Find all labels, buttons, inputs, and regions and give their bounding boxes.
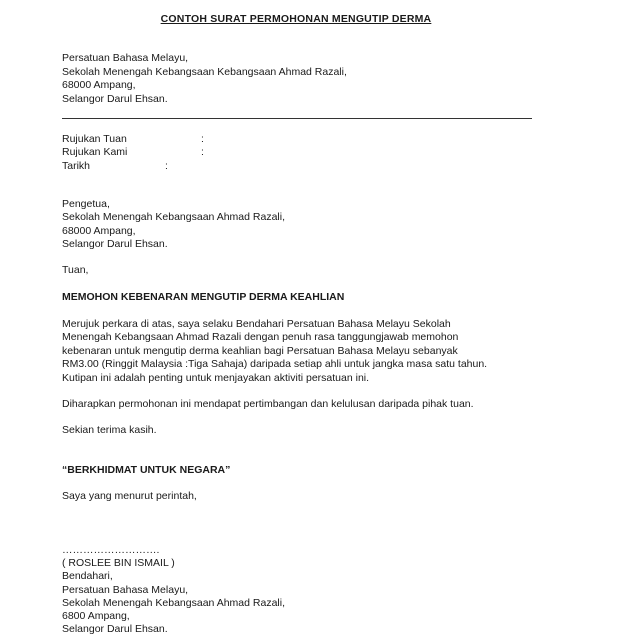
sender-line: Sekolah Menengah Kebangsaan Kebangsaan Ahmad Razali, (62, 66, 347, 78)
ref-label-rujukan-tuan: Rujukan Tuan (62, 133, 127, 145)
paragraph-line: Menengah Kebangsaan Ahmad Razali dengan penuh rasa tanggungjawab memohon (62, 331, 459, 343)
letter-title: CONTOH SURAT PERMOHONAN MENGUTIP DERMA (160, 13, 432, 25)
closing-thanks: Sekian terima kasih. (62, 424, 157, 436)
signer-line: 6800 Ampang, (62, 610, 130, 622)
divider-rule (62, 118, 532, 119)
sender-line: 68000 Ampang, (62, 79, 136, 91)
signature-line: ………………………. (62, 544, 160, 556)
paragraph-line: kebenaran untuk mengutip derma keahlian bagi Persatuan Bahasa Melayu sebanyak (62, 345, 458, 357)
signer-name: ( ROSLEE BIN ISMAIL ) (62, 557, 175, 569)
ref-label-tarikh: Tarikh (62, 160, 91, 172)
paragraph-line: Merujuk perkara di atas, saya selaku Bendahari Persatuan Bahasa Melayu Sekolah (62, 318, 451, 330)
paragraph-line: RM3.00 (Ringgit Malaysia :Tiga Sahaja) daripada setiap ahli untuk jangka masa satu tahun. (62, 358, 488, 370)
subject-heading: MEMOHON KEBENARAN MENGUTIP DERMA KEAHLIAN (62, 291, 345, 303)
ref-label-rujukan-kami: Rujukan Kami (62, 146, 128, 158)
body-paragraph-2: Diharapkan permohonan ini mendapat pertimbangan dan kelulusan daripada pihak tuan. (62, 398, 474, 410)
salutation: Tuan, (62, 264, 89, 276)
sender-line: Persatuan Bahasa Melayu, (62, 52, 189, 64)
paragraph-line: Kutipan ini adalah penting untuk menjayakan aktiviti persatuan ini. (62, 372, 370, 384)
ref-colon: : (201, 133, 204, 145)
signer-line: Persatuan Bahasa Melayu, (62, 584, 189, 596)
motto: “BERKHIDMAT UNTUK NEGARA” (62, 464, 231, 476)
ref-colon: : (201, 146, 204, 158)
recipient-line: Selangor Darul Ehsan. (62, 238, 168, 250)
recipient-line: Sekolah Menengah Kebangsaan Ahmad Razali, (62, 211, 285, 223)
closing-phrase: Saya yang menurut perintah, (62, 490, 197, 502)
signer-line: Bendahari, (62, 570, 113, 582)
recipient-line: 68000 Ampang, (62, 225, 136, 237)
signer-line: Sekolah Menengah Kebangsaan Ahmad Razali, (62, 597, 285, 609)
recipient-line: Pengetua, (62, 198, 110, 210)
signer-line: Selangor Darul Ehsan. (62, 623, 168, 635)
sender-line: Selangor Darul Ehsan. (62, 93, 168, 105)
ref-colon: : (165, 160, 168, 172)
